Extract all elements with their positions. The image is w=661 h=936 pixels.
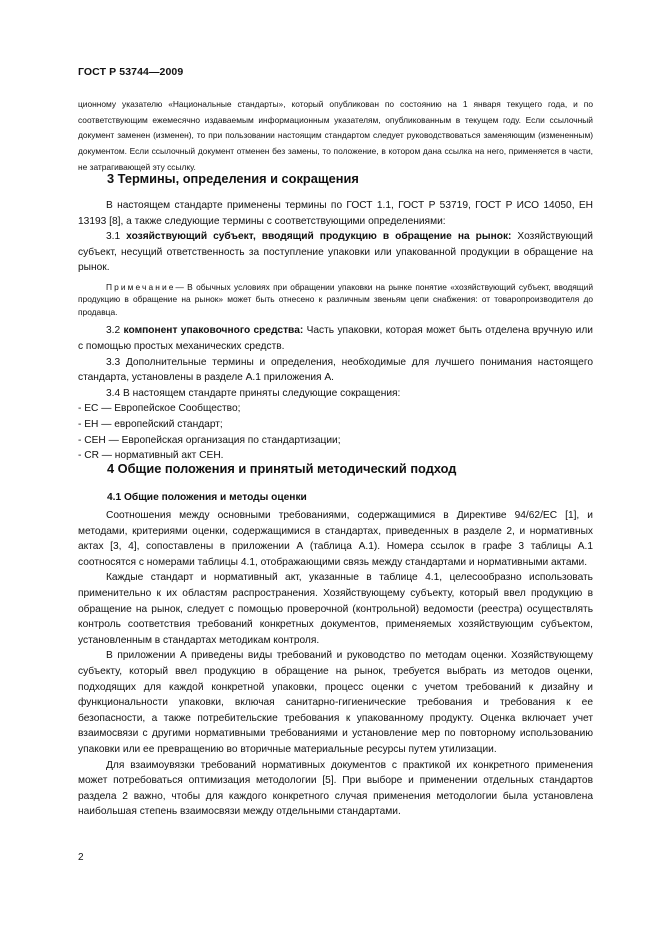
s4-paragraph-3: В приложении А приведены виды требований и руководство по методам оценки. Хозяйствующему субъекту, который ввел продукцию в обращение на рынок, требуется выбрать из методов оценки, подходящих для каждой конкретной упаковки, процесс оценки с учетом требований к дизайну и функциональности упаковки, включая санитарно-гигиенические требования и требования к ее безопасности, а также потребительские требования к упакованному продукту. Оценка включает учет взаимосвязи с другими нормативными требованиями и установление мер по повторному использованию упаковки или ее превращению во вторичные материальные ресурсы путем утилизации. bbox=[78, 650, 593, 755]
intro-paragraph bbox=[78, 97, 593, 176]
section-4-body bbox=[78, 508, 593, 820]
note-text: — В обычных условиях при обращении упаковки на рынке понятие «хозяйствующий субъект, вводящий продукцию в обращение на рынок» может быть отнесено к различным звеньям цепи снабжения: от товаропроизводителя до продавца. bbox=[78, 281, 593, 317]
term-3-1-term: хозяйствующий субъект, вводящий продукцию в обращение на рынок: bbox=[126, 231, 512, 243]
s4-paragraph-4: Для взаимоувязки требований нормативных документов с практикой их конкретного применения может потребоваться оптимизация методологии [5]. При выборе и применении отдельных стандартов раздела 2 важно, чтобы для каждого конкретного случая применения методологии была установлена наибольшая степень взаимосвязи между отдельными стандартами. bbox=[78, 759, 593, 818]
s4-paragraph-1: Соотношения между основными требованиями, содержащимися в Директиве 94/62/ЕС [1], и методами, критериями оценки, содержащимися в стандартах, приведенных в разделе 2, и нормативных актах [3, 4], сопоставлены в приложении А (таблица А.1). Номера ссылок в графе 3 таблицы А.1 соотносятся с номерами таблицы 4.1, отображающими связь между стандартами и нормативными актами. bbox=[78, 510, 593, 568]
s4-paragraph-2: Каждые стандарт и нормативный акт, указанные в таблице 4.1, целесообразно использовать применительно к их областям распространения. Хозяйствующему субъекту, который ввел продукцию в обращение на рынок, следует с помощью проверочной (контрольной) ведомости (реестра) осуществлять контроль соответствия требований конкретных документов, применяемых хозяйствующим субъектом, установленным в стандартах методикам контроля. bbox=[78, 572, 593, 646]
note-label: Примечание bbox=[106, 281, 176, 292]
subsection-4-1-title: 4.1 Общие положения и методы оценки bbox=[107, 492, 307, 503]
s3-intro-paragraph: В настоящем стандарте применены термины по ГОСТ 1.1, ГОСТ Р 53719, ГОСТ Р ИСО 14050, ЕН 13193 [8], а также следующие термины с соответствующими определениями: bbox=[78, 200, 593, 227]
abbr-item: - CR — нормативный акт СЕН. bbox=[78, 450, 224, 462]
term-3-1-definition: Хозяйствующий субъект, несущий ответственность за поступление упаковки или упакованной продукции в обращение на рынок. bbox=[78, 231, 593, 274]
intro-text: ционному указателю «Национальные стандарты», который опубликован по состоянию на 1 января текущего года, и по соответствующим ежемесячно издаваемым информационным указателям, опубликованным в текущем году. Если ссылочный документ заменен (изменен), то при пользовании настоящим стандартом следует руководствоваться заменяющим (измененным) документом. Если ссылочный документ отменен без замены, то положение, в котором дана ссылка на него, применяется в части, не затрагивающей эту ссылку. bbox=[78, 99, 593, 172]
term-3-1 bbox=[78, 229, 593, 276]
term-3-2-number: 3.2 bbox=[106, 325, 124, 337]
abbr-item: - ЕС — Европейское Сообщество; bbox=[78, 403, 241, 415]
abbr-item: - СЕН — Европейская организация по стандартизации; bbox=[78, 434, 341, 446]
paragraph-3-3: 3.3 Дополнительные термины и определения, необходимые для лучшего понимания настоящего стандарта, установлены в разделе А.1 приложения А. bbox=[78, 356, 593, 384]
term-3-2-definition: Часть упаковки, которая может быть отделена вручную или с помощью простых механических средств. bbox=[78, 325, 593, 353]
section-3-body bbox=[78, 198, 593, 464]
abbreviation-list bbox=[78, 401, 593, 463]
term-3-2-term: компонент упаковочного средства: bbox=[123, 325, 304, 337]
section-4-title: 4 Общие положения и принятый методический подход bbox=[107, 461, 457, 476]
note bbox=[78, 281, 593, 319]
paragraph-3-4: 3.4 В настоящем стандарте приняты следующие сокращения: bbox=[106, 387, 401, 399]
section-3-title: 3 Термины, определения и сокращения bbox=[107, 171, 359, 186]
document-header: ГОСТ Р 53744—2009 bbox=[78, 66, 184, 78]
page-number: 2 bbox=[78, 852, 84, 863]
abbr-item: - ЕН — европейский стандарт; bbox=[78, 419, 223, 431]
term-3-2 bbox=[78, 323, 593, 354]
term-3-1-number: 3.1 bbox=[106, 231, 127, 243]
